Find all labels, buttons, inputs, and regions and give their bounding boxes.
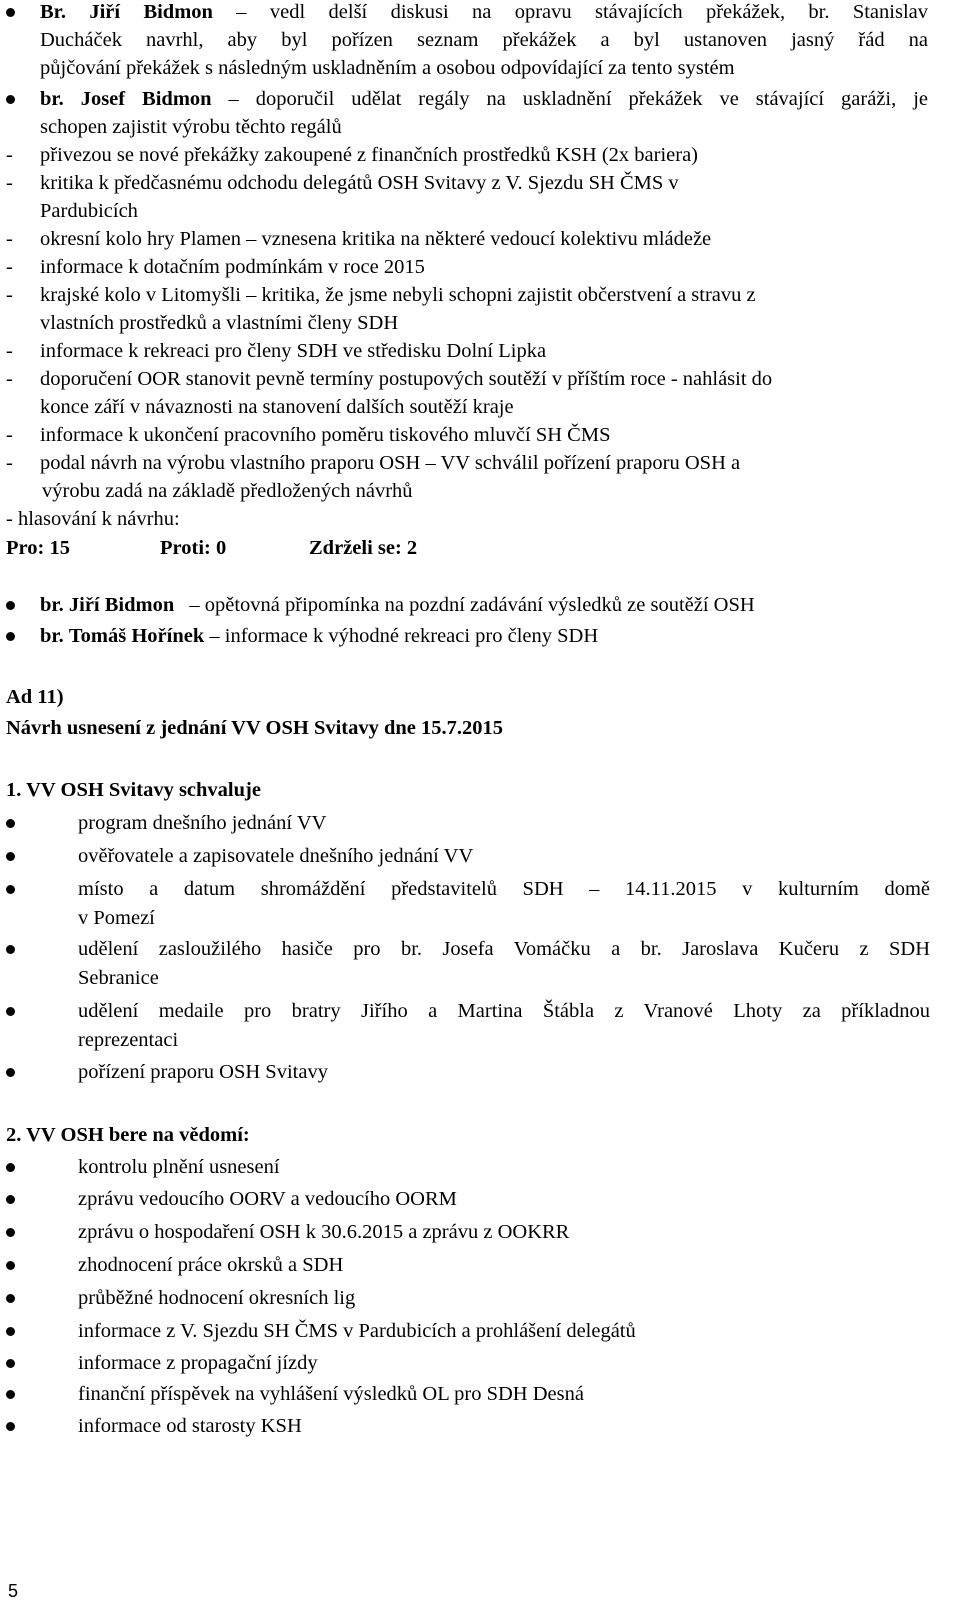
list-item: informace od starosty KSH [0,1414,960,1438]
dash-item: - krajské kolo v Litomyšli – kritika, že jsme nebyli schopni zajistit občerstvení a stravu z [6,284,756,306]
speaker-name: br. Josef Bidmon [40,88,212,110]
list-item: zprávu o hospodaření OSH k 30.6.2015 a zprávu z OOKRR [0,1220,960,1244]
bullet-icon [6,945,15,954]
dash-item: - okresní kolo hry Plamen – vznesena kritika na některé vedoucí kolektivu mládeže [6,228,712,250]
section1-heading: 1. VV OSH Svitavy schvaluje [6,779,261,801]
bullet-icon [6,1195,15,1204]
list-item: místo a datum shromáždění představitelů SDH – 14.11.2015 v kulturním domě [0,877,960,901]
text-line: konce září v návaznosti na stanovení dalších soutěží kraje [40,396,514,418]
speaker-name: Br. Jiří Bidmon [40,1,213,23]
text-line: Ducháček navrhl, aby byl pořízen seznam překážek a byl ustanoven jasný řád na [40,29,928,51]
list-item: informace z propagační jízdy [0,1351,960,1375]
list-item: program dnešního jednání VV [0,811,960,835]
vote-zdrzeli: Zdrželi se: 2 [309,537,418,559]
bullet-icon [6,601,15,610]
list-item: ověřovatele a zapisovatele dnešního jednání VV [0,844,960,868]
list-item: pořízení praporu OSH Svitavy [0,1060,960,1084]
list-item: kontrolu plnění usnesení [0,1155,960,1179]
discussion-item: br. Tomáš Hořínek – informace k výhodné rekreaci pro členy SDH [0,624,960,648]
resolution-title: Návrh usnesení z jednání VV OSH Svitavy dne 15.7.2015 [6,717,504,739]
list-item: finanční příspěvek na vyhlášení výsledků OL pro SDH Desná [0,1382,960,1406]
list-item: zhodnocení práce okrsků a SDH [0,1253,960,1277]
text-line: v Pomezí [78,907,155,929]
bullet-icon [6,1327,15,1336]
bullet-icon [6,1422,15,1431]
bullet-icon [6,1261,15,1270]
bullet-icon [6,1228,15,1237]
bullet-icon [6,1390,15,1399]
dash-item: - informace k ukončení pracovního poměru tiskového mluvčí SH ČMS [6,424,611,446]
vote-pro: Pro: 15 [6,537,70,559]
dash-item: - kritika k předčasnému odchodu delegátů OSH Svitavy z V. Sjezdu SH ČMS v [6,172,679,194]
text-line: reprezentaci [78,1029,179,1051]
text-line: vlastních prostředků a vlastními členy SDH [40,312,399,334]
text-line: Sebranice [78,967,159,989]
dash-item: - informace k rekreaci pro členy SDH ve středisku Dolní Lipka [6,340,547,362]
section-heading: Ad 11) [6,686,64,708]
text-line: Pardubicích [40,200,138,222]
list-item: zprávu vedoucího OORV a vedoucího OORM [0,1187,960,1211]
list-item: průběžné hodnocení okresních lig [0,1286,960,1310]
list-item: udělení medaile pro bratry Jiřího a Martina Štábla z Vranové Lhoty za příkladnou [0,999,960,1023]
vote-intro: - hlasování k návrhu: [6,508,180,530]
bullet-icon [6,1007,15,1016]
dash-item: - podal návrh na výrobu vlastního praporu OSH – VV schválil pořízení praporu OSH a [6,452,741,474]
dash-item: - informace k dotačním podmínkám v roce 2015 [6,256,425,278]
discussion-item: br. Jiří Bidmon – opětovná připomínka na pozdní zadávání výsledků ze soutěží OSH [0,593,960,617]
page-number: 5 [8,1581,19,1601]
bullet-icon [6,1294,15,1303]
list-item: udělení zasloužilého hasiče pro br. Josefa Vomáčku a br. Jaroslava Kučeru z SDH [0,937,960,961]
vote-proti: Proti: 0 [160,537,227,559]
discussion-item: br. Josef Bidmon – doporučil udělat regály na uskladnění překážek ve stávající garáži, je [0,87,960,111]
speaker-name: Jiří Bidmon [68,594,175,616]
section2-heading: 2. VV OSH bere na vědomí: [6,1124,250,1146]
bullet-icon [6,819,15,828]
bullet-icon [6,8,15,17]
bullet-icon [6,1163,15,1172]
list-item: informace z V. Sjezdu SH ČMS v Pardubicích a prohlášení delegátů [0,1319,960,1343]
bullet-icon [6,1068,15,1077]
bullet-icon [6,885,15,894]
dash-item: - přivezou se nové překážky zakoupené z finančních prostředků KSH (2x bariera) [6,144,699,166]
speaker-name: Tomáš Hořínek [68,625,205,647]
bullet-icon [6,852,15,861]
dash-item: - doporučení OOR stanovit pevně termíny postupových soutěží v příštím roce - nahlásit do [6,368,773,390]
text-line: výrobu zadá na základě předložených návrhů [42,480,413,502]
bullet-icon [6,632,15,641]
discussion-item: Br. Jiří Bidmon – vedl delší diskusi na opravu stávajících překážek, br. Stanislav [0,0,960,24]
text-line: půjčování překážek s následným uskladněním a osobou odpovídající za tento systém [40,57,735,79]
bullet-icon [6,1359,15,1368]
bullet-icon [6,95,15,104]
text-line: schopen zajistit výrobu těchto regálů [40,116,342,138]
